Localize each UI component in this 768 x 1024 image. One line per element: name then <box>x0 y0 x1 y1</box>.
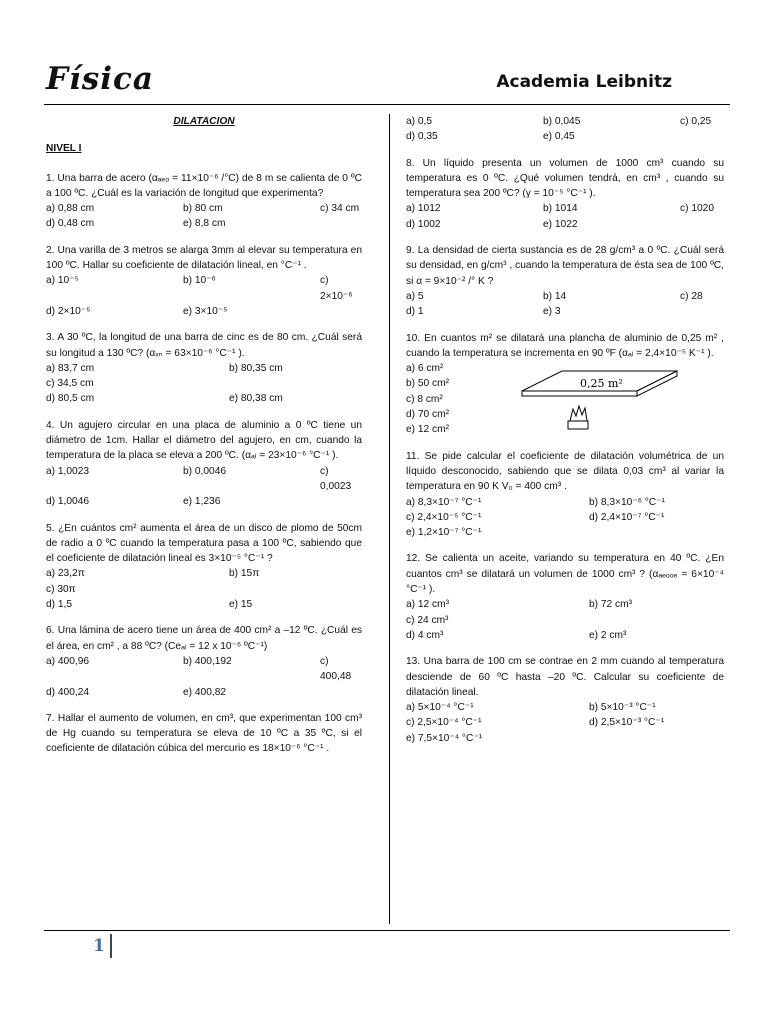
answer-option: e) 0,45 <box>543 131 575 143</box>
answer-option: c) 2×10⁻⁶ <box>320 275 353 302</box>
answer-option: b) 0,045 <box>543 116 581 127</box>
question-text: 13. Una barra de 100 cm se contrae en 2 mm cuando al temperatura desciende de 60 ºC hasta –20 ºC. Calcular su coeficiente de dilatación lineal. <box>406 656 724 698</box>
answer-option: e) 400,82 <box>183 686 227 698</box>
question-item <box>46 711 362 757</box>
worksheet-title: DILATACION <box>173 116 235 127</box>
answer-options <box>406 495 724 541</box>
subject-title: Física <box>46 61 154 97</box>
question-text: 12. Se calienta un aceite, variando su temperatura en 40 ºC. ¿En cuantos cm³ se dilatará un volumen de 1000 cm³ ? (αₐₑₒₒₑ = 6×10⁻⁴ °C⁻¹ ). <box>406 553 724 596</box>
question-item <box>406 654 724 746</box>
school-name: Academia Leibnitz <box>496 72 672 92</box>
answer-option: d) 400,24 <box>46 686 90 698</box>
answer-option: e) 1,2×10⁻⁷ °C⁻¹ <box>406 527 482 539</box>
answer-option <box>680 129 724 144</box>
question-item <box>406 331 724 438</box>
answer-option: a) 1,0023 <box>46 465 90 477</box>
answer-options <box>46 361 362 407</box>
answer-option: d) 1 <box>406 306 424 318</box>
question-item <box>406 449 724 541</box>
answer-option: e) 3×10⁻⁵ <box>183 305 228 317</box>
answer-option: c) 400,48 <box>320 655 352 683</box>
answer-options <box>46 566 362 612</box>
answer-option: a) 83,7 cm <box>46 362 95 374</box>
answer-options <box>46 201 362 232</box>
answer-option: a) 23,2π <box>46 568 85 580</box>
answer-options <box>406 114 724 145</box>
answer-option: c) 1020 <box>680 203 714 215</box>
answer-options <box>406 597 724 643</box>
footer-rule <box>44 930 730 931</box>
question-item <box>46 521 362 613</box>
question-item <box>406 114 724 145</box>
question-item <box>46 243 362 319</box>
answer-option: b) 50 cm² <box>406 378 450 390</box>
answer-option <box>680 217 724 232</box>
answer-option: b) 14 <box>543 290 567 302</box>
answer-option: e) 15 <box>229 599 253 611</box>
answer-option: b) 10⁻⁶ <box>183 275 216 287</box>
answer-option: d) 2×10⁻⁵ <box>46 305 91 317</box>
answer-option: d) 1,5 <box>46 599 73 611</box>
question-text: 9. La densidad de cierta sustancia es de 28 g/cm³ a 0 ºC. ¿Cuál será su densidad, en g/cm³ , cuando la temperatura de ésta sea de 100 ºC, si α = 9×10⁻² /° K ? <box>406 245 724 287</box>
answer-option: b) 0,0046 <box>183 465 227 477</box>
answer-options <box>406 201 724 232</box>
question-item <box>46 330 362 406</box>
answer-options <box>406 289 724 320</box>
answer-option: e) 1,236 <box>183 496 221 508</box>
answer-option: a) 10⁻⁵ <box>46 275 79 287</box>
answer-option <box>589 731 724 746</box>
answer-option: c) 2,4×10⁻⁵ °C⁻¹ <box>406 511 482 523</box>
answer-option: c) 2,5×10⁻⁴ °C⁻¹ <box>406 717 482 729</box>
question-text: 3. A 30 ºC, la longitud de una barra de cinc es de 80 cm. ¿Cuál será su longitud a 130 ºC? (αₓₙ = 63×10⁻⁶ °C⁻¹ ). <box>46 332 362 359</box>
answer-option: c) 0,0023 <box>320 465 352 492</box>
answer-option <box>320 685 362 700</box>
left-question-list <box>46 171 362 757</box>
answer-option: e) 8,8 cm <box>183 218 226 230</box>
question-item <box>406 243 724 319</box>
answer-option: c) 24 cm³ <box>406 614 449 626</box>
answer-option: d) 2,4×10⁻⁷ °C⁻¹ <box>589 511 665 523</box>
answer-option: a) 5×10⁻⁴ °C⁻¹ <box>406 702 474 714</box>
answer-option: d) 80,5 cm <box>46 393 95 405</box>
answer-option: b) 5×10⁻³ °C⁻¹ <box>589 702 656 714</box>
question-text: 6. Una lámina de acero tiene un área de 400 cm² a –12 ºC. ¿Cuál es el área, en cm² , a 88 ºC? (Ceₐₗ = 12 x 10⁻⁶ ºC⁻¹) <box>46 625 362 652</box>
answer-option: a) 8,3×10⁻⁷ °C⁻¹ <box>406 496 482 508</box>
answer-option: a) 12 cm³ <box>406 599 450 611</box>
answer-option: a) 6 cm² <box>406 363 444 375</box>
plate-area-label: 0,25 m² <box>580 377 623 391</box>
answer-option: a) 400,96 <box>46 655 90 667</box>
answer-option: d) 2,5×10⁻³ °C⁻¹ <box>589 717 665 729</box>
answer-option <box>589 613 724 628</box>
answer-option: c) 34,5 cm <box>46 378 94 390</box>
question-item <box>46 171 362 232</box>
answer-option <box>229 376 362 391</box>
flame-icon <box>568 406 588 429</box>
answer-option: e) 3 <box>543 306 561 318</box>
answer-option: d) 4 cm³ <box>406 629 444 641</box>
answer-option: d) 70 cm² <box>406 409 450 421</box>
answer-option: d) 1,0046 <box>46 496 90 508</box>
question-text: 10. En cuantos m² se dilatará una plancha de aluminio de 0,25 m² , cuando la temperatura se incrementa en 90 ºF (αₐₗ = 2,4×10⁻⁵ K⁻¹ ). <box>406 332 724 359</box>
answer-option: a) 5 <box>406 290 424 302</box>
answer-option: b) 80 cm <box>183 203 223 215</box>
question-text: 2. Una varilla de 3 metros se alarga 3mm al elevar su temperatura en 100 ºC. Hallar su coeficiente de dilatación lineal, en °C⁻¹ . <box>46 244 362 272</box>
answer-option: c) 28 <box>680 290 703 302</box>
answer-option: e) 7,5×10⁻⁴ °C⁻¹ <box>406 732 483 744</box>
answer-option: e) 12 cm² <box>406 424 450 436</box>
answer-option: b) 80,35 cm <box>229 362 283 374</box>
question-text: 4. Un agujero circular en una placa de aluminio a 0 ºC tiene un diámetro de 1cm. Hallar el diámetro del agujero, en cm, cuando la temperatura de la placa se eleva a 200 ºC. (αₐₗ = 23×10⁻⁶ °C⁻¹ ). <box>46 419 362 462</box>
page-number-bar <box>110 934 112 958</box>
answer-option: a) 0,5 <box>406 116 433 127</box>
page-number: 1 <box>93 936 105 956</box>
answer-option: b) 15π <box>229 568 260 580</box>
question-item <box>46 418 362 510</box>
answer-option: d) 1002 <box>406 218 441 230</box>
answer-option: e) 80,38 cm <box>229 393 283 405</box>
left-column <box>46 114 362 768</box>
answer-option <box>589 525 724 540</box>
answer-options <box>46 654 362 700</box>
answer-option: c) 8 cm² <box>406 393 443 405</box>
right-question-list <box>406 114 724 746</box>
level-heading: NIVEL I <box>46 143 82 155</box>
answer-options <box>406 700 724 746</box>
answer-option: c) 30π <box>46 583 76 595</box>
answer-option: a) 1012 <box>406 203 441 215</box>
question-text: 8. Un líquido presenta un volumen de 1000 cm³ cuando su temperatura es 0 ºC. ¿Qué volumen tendrá, en cm³ , cuando su temperatura sea 200 ºC? (γ = 10⁻⁵ °C⁻¹ ). <box>406 157 724 200</box>
answer-options <box>46 464 362 510</box>
answer-option <box>320 494 362 509</box>
answer-option: d) 0,48 cm <box>46 218 95 230</box>
answer-option: b) 1014 <box>543 203 578 215</box>
question-text: 7. Hallar el aumento de volumen, en cm³, que experimentan 100 cm³ de Hg cuando su temperatura se eleva de 10 ºC a 35 ºC, si el coeficiente de dilatación cúbica del mercurio es 18×10⁻⁶ °C⁻¹ . <box>46 712 362 755</box>
question-item <box>406 551 724 643</box>
answer-option: e) 1022 <box>543 218 578 230</box>
question-text: 11. Se pide calcular el coeficiente de dilatación volumétrica de un líquido desconocido, sabiendo que se dilata 0,03 cm³ al variar la temperatura en 90 K V₀ = 400 cm³ . <box>406 450 724 493</box>
answer-option <box>680 304 724 319</box>
answer-option: c) 0,25 <box>680 116 712 127</box>
answer-option: e) 2 cm³ <box>589 629 627 641</box>
answer-options <box>46 273 362 319</box>
answer-option: b) 8,3×10⁻⁶ °C⁻¹ <box>589 496 665 508</box>
answer-option: d) 0,35 <box>406 131 438 143</box>
aluminum-plate-figure <box>502 365 682 437</box>
question-text: 1. Una barra de acero (αₐₑₒ = 11×10⁻⁶ /°C) de 8 m se calienta de 0 ºC a 100 ºC. ¿Cuál es la variación de longitud que experimenta? <box>46 172 362 199</box>
answer-options <box>406 361 449 437</box>
column-divider <box>389 114 390 924</box>
answer-option <box>229 582 362 597</box>
right-column <box>406 114 724 757</box>
answer-option: c) 34 cm <box>320 203 360 215</box>
question-item <box>406 156 724 232</box>
question-item <box>46 623 362 699</box>
answer-option: b) 72 cm³ <box>589 599 633 611</box>
header-rule <box>44 104 730 105</box>
answer-option: a) 0,88 cm <box>46 203 95 215</box>
question-text: 5. ¿En cuántos cm² aumenta el área de un disco de plomo de 50cm de radio a 0 ºC cuando la temperatura pasa a 100 ºC, sabiendo que el coeficiente de dilatación lineal es 3×10⁻⁵ °C⁻¹ ? <box>46 522 362 565</box>
answer-option: b) 400,192 <box>183 655 232 667</box>
